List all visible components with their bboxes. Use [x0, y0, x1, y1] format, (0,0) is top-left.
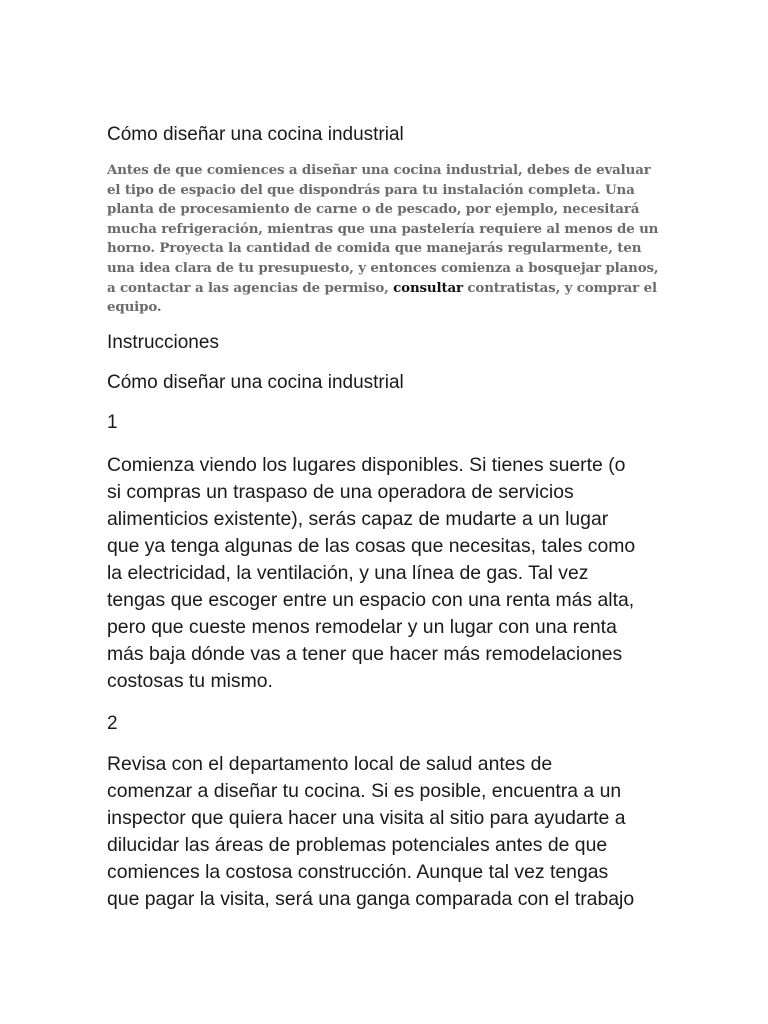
step-1-line: pero que cueste menos remodelar y un lugar con una renta: [107, 616, 617, 638]
step-1-line: Comienza viendo los lugares disponibles. Si tienes suerte (o: [107, 454, 626, 476]
intro-text-after: contratistas, y comprar el equipo.: [107, 279, 657, 316]
step-1-line: costosas tu mismo.: [107, 670, 273, 692]
instructions-subtitle: Cómo diseñar una cocina industrial: [107, 372, 404, 393]
intro-paragraph: [107, 161, 665, 318]
step-number-1: 1: [107, 412, 118, 433]
document-title: Cómo diseñar una cocina industrial: [107, 124, 404, 145]
step-2-line: que pagar la visita, será una ganga comparada con el trabajo: [107, 888, 635, 910]
step-1-line: alimenticios existente), serás capaz de mudarte a un lugar: [107, 508, 609, 530]
intro-text-before: Antes de que comiences a diseñar una cocina industrial, debes de evaluar el tipo de espacio del que dispondrás para tu instalación completa. Una planta de procesamiento de carne o de pescado, por ejemplo, necesitará mucha refrigeración, mientras que una pastelería requiere al menos de un horno. Proyecta la cantidad de comida que manejarás regularmente, ten una idea clara de tu presupuesto, y entonces comienza a bosquejar planos, a contactar a las agencias de permiso,: [107, 162, 659, 296]
step-2-line: inspector que quiera hacer una visita al sitio para ayudarte a: [107, 807, 626, 829]
step-1-line: más baja dónde vas a tener que hacer más remodelaciones: [107, 643, 623, 665]
step-1-line: tengas que escoger entre un espacio con una renta más alta,: [107, 589, 635, 611]
step-2-paragraph: [107, 751, 667, 913]
step-2-line: comenzar a diseñar tu cocina. Si es posible, encuentra a un: [107, 780, 622, 802]
intro-bold-word: consultar: [393, 279, 463, 296]
step-1-paragraph: [107, 452, 667, 695]
step-1-line: si compras un traspaso de una operadora de servicios: [107, 481, 574, 503]
step-1-line: que ya tenga algunas de las cosas que necesitas, tales como: [107, 535, 636, 557]
step-1-line: la electricidad, la ventilación, y una línea de gas. Tal vez: [107, 562, 589, 584]
step-number-2: 2: [107, 713, 118, 734]
step-2-line: Revisa con el departamento local de salud antes de: [107, 753, 553, 775]
instructions-heading: Instrucciones: [107, 332, 219, 353]
step-2-line: comiences la costosa construcción. Aunque tal vez tengas: [107, 861, 609, 883]
step-2-line: dilucidar las áreas de problemas potenciales antes de que: [107, 834, 608, 856]
